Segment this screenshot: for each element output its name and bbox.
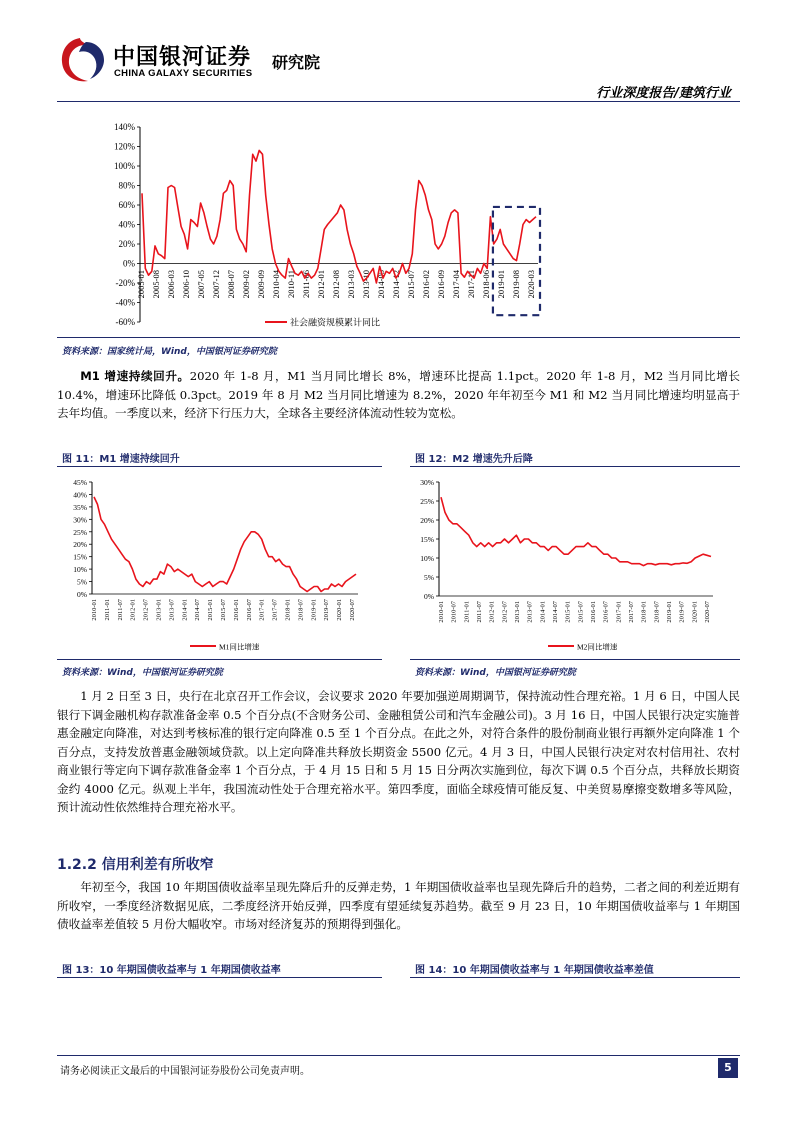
x-tick-label: 2009-02: [241, 270, 251, 299]
report-type: 行业深度报告/建筑行业: [596, 86, 731, 101]
x-tick-label: 2013-01: [514, 601, 521, 623]
x-tick-label: 2008-07: [226, 270, 236, 299]
x-tick-label: 2020-01: [336, 599, 344, 621]
footer-disclaimer: 请务必阅读正文最后的中国银河证券股份公司免责声明。: [60, 1066, 310, 1077]
x-tick-label: 2010-11: [286, 270, 296, 299]
x-tick-label: 2006-03: [166, 270, 176, 299]
y-tick-label: 10%: [420, 554, 434, 563]
x-tick-label: 2005-08: [151, 270, 161, 299]
x-tick-label: 2018-07: [653, 601, 661, 623]
x-tick-label: 2007-05: [196, 270, 206, 299]
x-tick-label: 2017-07: [271, 599, 279, 621]
x-tick-label: 2014-12: [391, 270, 401, 299]
y-tick-label: 100%: [114, 161, 135, 171]
x-tick-label: 2017-04: [451, 270, 461, 299]
company-name-en: CHINA GALAXY SECURITIES: [114, 68, 253, 79]
y-tick-label: 25%: [73, 527, 87, 537]
header-rule: [57, 101, 740, 102]
x-tick-label: 2020-03: [526, 270, 536, 299]
figure10-source: 资料来源：国家统计局，Wind，中国银河证券研究院: [62, 347, 277, 357]
x-tick-label: 2016-09: [436, 270, 446, 299]
x-tick-label: 2014-01: [181, 599, 189, 621]
y-tick-label: 20%: [73, 540, 87, 550]
m1-lead: M1 增速持续回升。: [80, 369, 190, 383]
legend-label: 社会融资规模累计同比: [290, 317, 381, 328]
series-line: [94, 497, 356, 592]
x-tick-label: 2012-07: [501, 601, 509, 623]
y-tick-label: 15%: [73, 552, 87, 562]
logo-emblem: [60, 36, 106, 84]
x-tick-label: 2005-01: [136, 270, 146, 299]
x-tick-label: 2015-01: [207, 599, 215, 621]
x-tick-label: 2010-04: [271, 270, 281, 299]
x-tick-label: 2014-07: [194, 599, 202, 621]
figure11-bottom-rule: [57, 659, 382, 660]
x-tick-label: 2015-07: [406, 270, 416, 299]
x-tick-label: 2020-07: [704, 601, 711, 623]
y-tick-label: 30%: [420, 478, 434, 487]
chart-social-financing: [60, 112, 560, 334]
m1-text: 2020 年 1-8 月，M1 当月同比增长 8%，增速环比提高 1.1pct。2020 年 1-8 月，M2 当月同比增长 10.4%，增速环比降低 0.3pct。2019 年 8 月 M2 当月同比增速为 8.2%，2020 年年初至今 M1 和 M2 当月同比增速均明显高于去年均值。一季度以来，经济下行压力大，全球各主要经济体流动性较为宽松。: [57, 369, 740, 420]
y-tick-label: 15%: [420, 535, 434, 544]
x-tick-label: 2018-06: [481, 270, 491, 299]
paragraph-policy: 1 月 2 日至 3 日，央行在北京召开工作会议，会议要求 2020 年要加强逆周期调节，保持流动性合理充裕。1 月 6 日，中国人民银行下调金融机构存款准备金率 0.5 个百分点(不含财务公司、金融租赁公司和汽车金融公司)。3 月 16 日，中国人民银行决定实施普惠金融定向降准，对达到考核标准的银行定向降准 0.5 至 1 个百分点。在此之外，对符合条件的股份制商业银行再额外定向降准 1 个百分点，支持发放普惠金融领域贷款。以上定向降准共释放长期资金 5500 亿元。4 月 3 日，中国人民银行决定对农村信用社、农村商业银行等定向下调存款准备金率 1 个百分点，于 4 月 15 日和 5 月 15 日分两次实施到位，每次下调 0.5 个百分点，共释放长期资金约 4000 亿元。纵观上半年，我国流动性处于合理充裕水平。第四季度，面临全球疫情可能反复、中美贸易摩擦变数增多等风险，预计流动性依然维持合理充裕水平。: [57, 689, 740, 814]
x-tick-label: 2019-08: [511, 270, 521, 299]
x-tick-label: 2019-01: [310, 599, 318, 621]
x-tick-label: 2018-01: [284, 599, 292, 621]
y-tick-label: 5%: [77, 577, 87, 587]
figure11-title: 图 11：M1 增速持续回升: [62, 454, 180, 465]
x-tick-label: 2011-07: [116, 599, 124, 621]
x-tick-label: 2014-07: [552, 601, 559, 623]
x-tick-label: 2012-01: [316, 270, 326, 299]
y-tick-label: 20%: [420, 516, 434, 525]
x-tick-label: 2013-03: [346, 270, 356, 299]
y-tick-label: 20%: [118, 239, 135, 249]
figure12-top-rule: [410, 466, 740, 467]
y-tick-label: 0%: [77, 590, 87, 599]
x-tick-label: 2012-01: [129, 599, 137, 621]
x-tick-label: 2006-10: [181, 270, 191, 299]
y-tick-label: 45%: [73, 478, 87, 487]
chart-m2: [413, 474, 723, 654]
y-tick-label: 25%: [420, 497, 434, 506]
paragraph-m1: [57, 367, 740, 423]
series-line: [441, 497, 711, 565]
y-tick-label: 140%: [114, 122, 135, 132]
x-tick-label: 2011-06: [301, 270, 311, 299]
x-tick-label: 2013-07: [168, 599, 176, 621]
x-tick-label: 2018-01: [640, 601, 648, 623]
x-tick-label: 2019-01: [666, 601, 673, 623]
y-tick-label: -60%: [115, 317, 135, 327]
x-tick-label: 2013-10: [361, 270, 371, 299]
chart-m1: [60, 474, 370, 654]
x-tick-label: 2018-07: [297, 599, 305, 621]
figure12-title: 图 12：M2 增速先升后降: [415, 454, 533, 465]
y-tick-label: 120%: [114, 141, 135, 152]
x-tick-label: 2017-01: [615, 601, 623, 623]
x-tick-label: 2015-07: [220, 599, 227, 621]
figure10-bottom-rule: [57, 337, 740, 338]
x-tick-label: 2015-07: [577, 601, 585, 623]
x-tick-label: 2017-01: [258, 599, 266, 621]
x-tick-label: 2013-07: [526, 601, 534, 623]
y-tick-label: 60%: [118, 200, 135, 210]
y-tick-label: 80%: [118, 180, 135, 191]
x-tick-label: 2015-01: [564, 601, 572, 623]
x-tick-label: 2010-01: [438, 601, 445, 623]
figure11-source: 资料来源：Wind，中国银河证券研究院: [62, 668, 223, 678]
x-tick-label: 2011-01: [103, 599, 111, 621]
x-tick-label: 2016-02: [421, 270, 431, 299]
legend-label: M2同比增速: [577, 642, 618, 652]
x-tick-label: 2016-07: [602, 601, 610, 623]
y-tick-label: -40%: [115, 297, 135, 308]
y-tick-label: 30%: [73, 515, 87, 525]
x-tick-label: 2014-05: [376, 270, 386, 299]
y-tick-label: 0%: [123, 258, 135, 269]
x-tick-label: 2007-12: [211, 270, 221, 299]
footer-rule: [57, 1055, 740, 1056]
figure13-top-rule: [57, 977, 382, 978]
page-number: 5: [718, 1058, 738, 1078]
x-tick-label: 2010-01: [91, 599, 98, 621]
y-tick-label: 10%: [73, 565, 87, 575]
x-tick-label: 2019-01: [496, 270, 506, 299]
x-tick-label: 2017-07: [628, 601, 635, 623]
figure13-title: 图 13：10 年期国债收益率与 1 年期国债收益率: [62, 965, 281, 976]
figure12-source: 资料来源：Wind，中国银河证券研究院: [415, 668, 576, 678]
x-tick-label: 2017-11: [466, 270, 476, 299]
y-tick-label: 40%: [118, 219, 135, 230]
y-tick-label: 0%: [424, 592, 434, 601]
y-tick-label: -20%: [115, 278, 135, 288]
x-tick-label: 2019-07: [323, 599, 331, 621]
x-tick-label: 2014-01: [539, 601, 547, 623]
y-tick-label: 5%: [424, 573, 434, 582]
company-name-cn: 中国银河证券: [113, 45, 252, 70]
paragraph-spread: 年初至今，我国 10 年期国债收益率呈现先降后升的反弹走势，1 年期国债收益率也呈现先降后升的趋势，二者之间的利差近期有所收窄，一季度经济数据见底，二季度经济开始反弹，四季度有望延续复苏趋势。截至 9 月 23 日，10 年期国债收益率与 1 年期国债收益率差值较 5 月份大幅收窄。市场对经济复苏的预期得到强化。: [57, 880, 740, 931]
y-tick-label: 35%: [73, 502, 87, 512]
x-tick-label: 2012-01: [488, 601, 496, 623]
x-tick-label: 2010-07: [450, 601, 458, 623]
x-tick-label: 2019-07: [678, 601, 686, 623]
x-tick-label: 2009-09: [256, 270, 266, 299]
x-tick-label: 2020-07: [349, 599, 356, 621]
x-tick-label: 2012-07: [142, 599, 150, 621]
x-tick-label: 2011-01: [463, 601, 471, 623]
y-tick-label: 40%: [73, 490, 87, 500]
x-tick-label: 2020-01: [691, 601, 699, 623]
figure14-title: 图 14：10 年期国债收益率与 1 年期国债收益率差值: [415, 965, 654, 976]
figure14-top-rule: [410, 977, 740, 978]
x-tick-label: 2016-01: [232, 599, 240, 621]
x-tick-label: 2016-01: [590, 601, 597, 623]
section-title: 1.2.2 信用利差有所收窄: [57, 857, 214, 873]
x-tick-label: 2013-01: [155, 599, 163, 621]
figure11-top-rule: [57, 466, 382, 467]
x-tick-label: 2012-08: [331, 270, 341, 299]
x-tick-label: 2016-07: [245, 599, 253, 621]
legend-label: M1同比增速: [219, 642, 260, 652]
x-tick-label: 2011-07: [476, 601, 483, 623]
institute-name: 研究院: [272, 53, 321, 72]
figure12-bottom-rule: [410, 659, 740, 660]
